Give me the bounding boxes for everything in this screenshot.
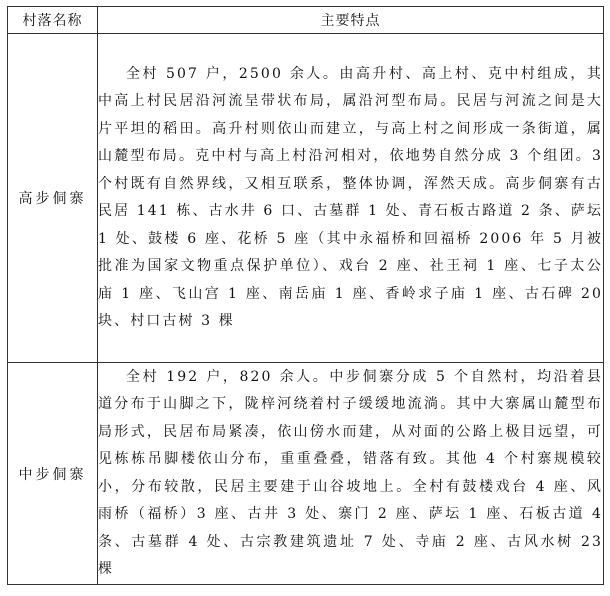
table-header-row: [8, 7, 604, 34]
village-name-cell: 高步侗寨: [8, 34, 98, 363]
village-name-cell: 中步侗寨: [8, 363, 98, 585]
village-description-cell: 全村 192 户，820 余人。中步侗寨分成 5 个自然村，均沿着县道分布于山脚之下，陇梓河绕着村子缓缓地流淌。其中大寨属山麓型布局形式，民居布局紧凑，依山傍水而建，从对面的公路上极目远望，可见栋栋吊脚楼依山分布，重重叠叠，错落有致。其他 4 个村寨规模较小，分布较散，民居主要建于山谷坡地上。全村有鼓楼戏台 4 座、风雨桥（福桥）3 座、古井 3 处、寨门 2 座、萨坛 1 座、石板古道 4 条、古墓群 4 处、古宗教建筑遗址 7 处、寺庙 2 座、古风水树 23 棵: [98, 363, 604, 585]
table-row: [8, 363, 604, 585]
header-main-features: 主要特点: [98, 7, 604, 34]
village-features-table: [7, 6, 604, 585]
table-row: [8, 34, 604, 363]
header-village-name: 村落名称: [8, 7, 98, 34]
village-description-cell: 全村 507 户，2500 余人。由高升村、高上村、克中村组成，其中高上村民居沿河流呈带状布局，属沿河型布局。民居与河流之间是大片平坦的稻田。高升村则依山而建立，与高上村之间形成一条街道，属山麓型布局。克中村与高上村沿河相对，依地势自然分成 3 个组团。3 个村既有自然界线，又相互联系，整体协调，浑然天成。高步侗寨有古民居 141 栋、古水井 6 口、古墓群 1 处、青石板古路道 2 条、萨坛 1 处、鼓楼 6 座、花桥 5 座（其中永福桥和回福桥 2006 年 5 月被批准为国家文物重点保护单位）、戏台 2 座、社王祠 1 座、七子太公庙 1 座、飞山宫 1 座、南岳庙 1 座、香岭求子庙 1 座、古石碑 20 块、村口古树 3 棵: [98, 34, 604, 363]
